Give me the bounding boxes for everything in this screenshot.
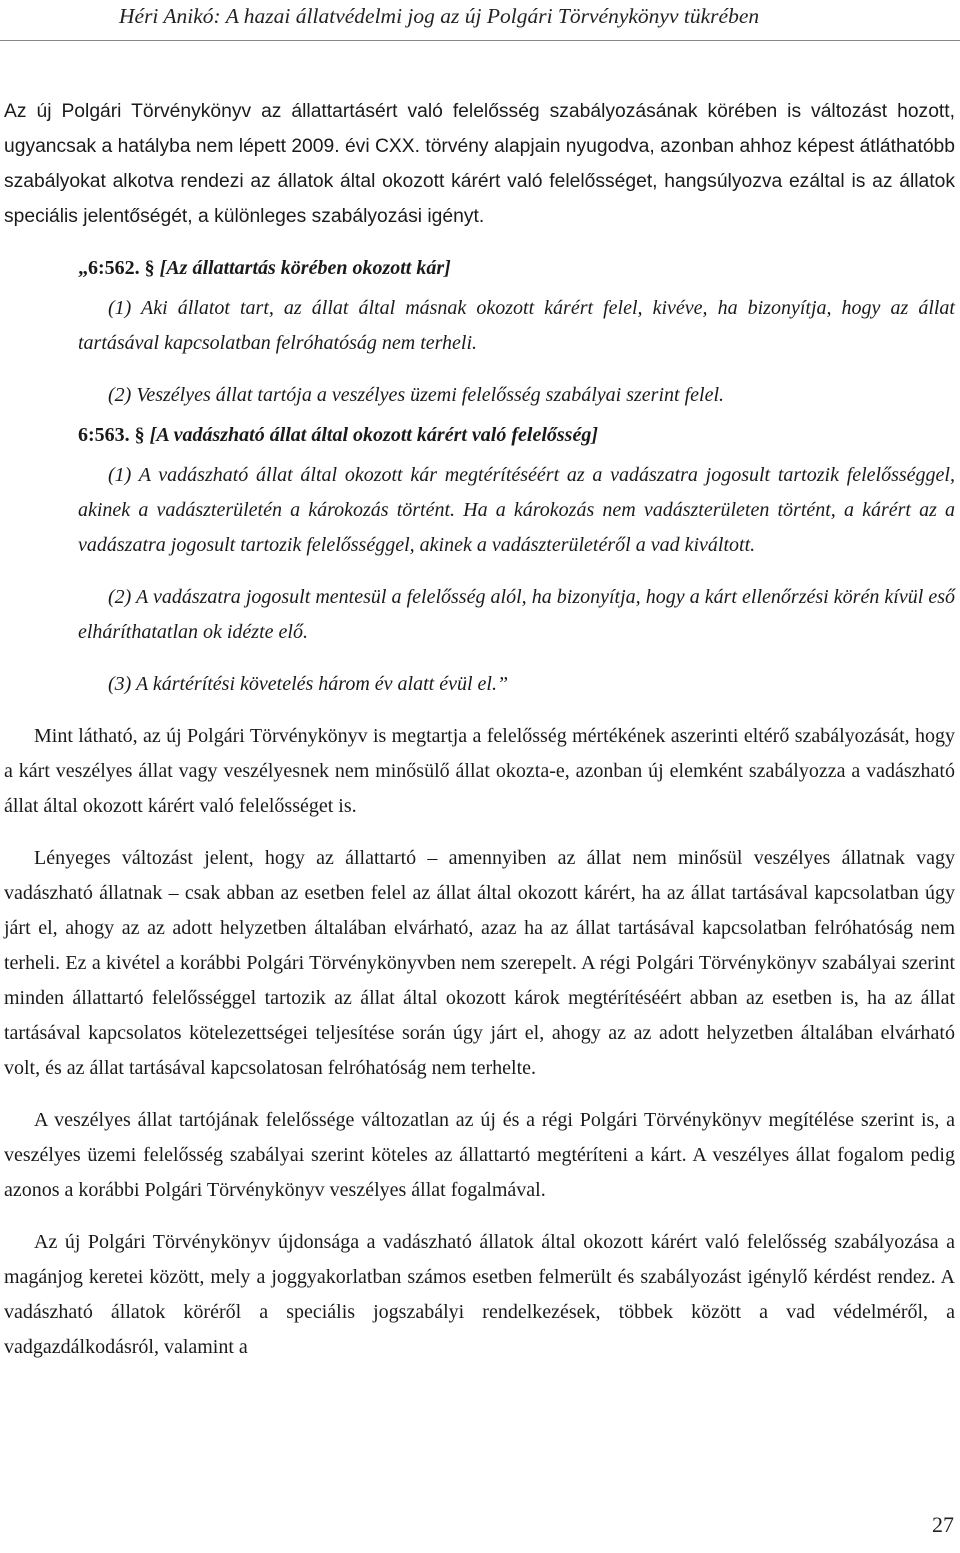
section-heading-562 (4, 251, 955, 286)
document-body (4, 94, 955, 1382)
section-title: [Az állattartás körében okozott kár] (159, 257, 451, 279)
page-number: 27 (932, 1512, 954, 1537)
body-paragraph: Az új Polgári Törvénykönyv újdonsága a vadászható állatok által okozott kárért való felelősség szabályozása a magánjog keretei között, mely a joggyakorlatban számos esetben felmerült és szabályozást igénylő kérdést rendez. A vadászható állatok köréről a speciális jogszabályi rendelkezések, többek között a vad védelméről, a vadgazdálkodásról, valamint a (4, 1231, 955, 1358)
body-paragraph: Mint látható, az új Polgári Törvénykönyv is megtartja a felelősség mértékének aszerinti eltérő szabályozását, hogy a kárt veszélyes állat vagy veszélyesnek nem minősülő állat okozta-e, azonban új elemként szabályozza a vadászható állat által okozott kárért való felelősséget is. (4, 725, 955, 817)
body-paragraph: Lényeges változást jelent, hogy az állattartó – amennyiben az állat nem minősül veszélyes állatnak vagy vadászható állatnak – csak abban az esetben felel az állat által okozott kárért, ha az állat tartásával kapcsolatban úgy járt el, ahogy az az adott helyzetben általában elvárható, azaz ha az állat tartásával kapcsolatban felróhatóság nem terheli. Ez a kivétel a korábbi Polgári Törvénykönyvben nem szerepelt. A régi Polgári Törvénykönyv szabályai szerint minden állattartó felelősséggel tartozik az állat által okozott károk megtérítéséért abban az esetben is, ha az állat tartásával kapcsolatos kötelezettségei teljesítése során úgy járt el, ahogy az az adott helyzetben általában elvárható volt, és az állat tartásával kapcsolatosan felróhatóság nem terhelte. (4, 847, 955, 1079)
page-header (0, 0, 960, 41)
section-number: 6:563. (78, 424, 130, 446)
section-sign: § (134, 424, 145, 446)
quote-paragraph: (2) A vadászatra jogosult mentesül a felelősség alól, ha bizonyítja, hogy a kárt ellenőrzési körén kívül eső elháríthatatlan ok idézte elő. (78, 586, 955, 643)
running-title: Héri Anikó: A hazai állatvédelmi jog az új Polgári Törvénykönyv tükrében (119, 4, 760, 28)
body-paragraph: A veszélyes állat tartójának felelőssége változatlan az új és a régi Polgári Törvénykönyv megítélése szerint is, a veszélyes üzemi felelősség szabályai szerint köteles az állattartó megtéríteni a kárt. A veszélyes állat fogalom pedig azonos a korábbi Polgári Törvénykönyv veszélyes állat fogalmával. (4, 1109, 955, 1201)
section-title: [A vadászható állat által okozott kárért való felelősség] (149, 424, 598, 446)
quote-paragraph: (1) A vadászható állat által okozott kár megtérítéséért az a vadászatra jogosult tartozik felelősséggel, akinek a vadászterületén a károkozás történt. Ha a károkozás nem vadászterületen történt, a kárért az a vadászatra jogosult tartozik felelősséggel, akinek a vadászterületéről a vad kiváltott. (78, 464, 955, 556)
quote-paragraph: (1) Aki állatot tart, az állat által másnak okozott kárért felel, kivéve, ha bizonyítja, hogy az állat tartásával kapcsolatban felróhatóság nem terheli. (78, 297, 955, 354)
section-number: „6:562. (78, 257, 140, 279)
quote-paragraph: (3) A kártérítési követelés három év alatt évül el.” (108, 673, 509, 695)
quote-paragraph: (2) Veszélyes állat tartója a veszélyes üzemi felelősség szabályai szerint felel. (108, 384, 724, 406)
section-heading-563 (4, 418, 955, 453)
intro-paragraph: Az új Polgári Törvénykönyv az állattartásért való felelősség szabályozásának körében is változást hozott, ugyancsak a hatályba nem lépett 2009. évi CXX. törvény alapjain nyugodva, azonban ahhoz képest átláthatóbb szabályokat alkotva rendezi az állatok által okozott kárért való felelősséget, hangsúlyozva ezáltal is az állatok speciális jelentőségét, a különleges szabályozási igényt. (4, 101, 955, 227)
section-sign: § (144, 257, 155, 279)
